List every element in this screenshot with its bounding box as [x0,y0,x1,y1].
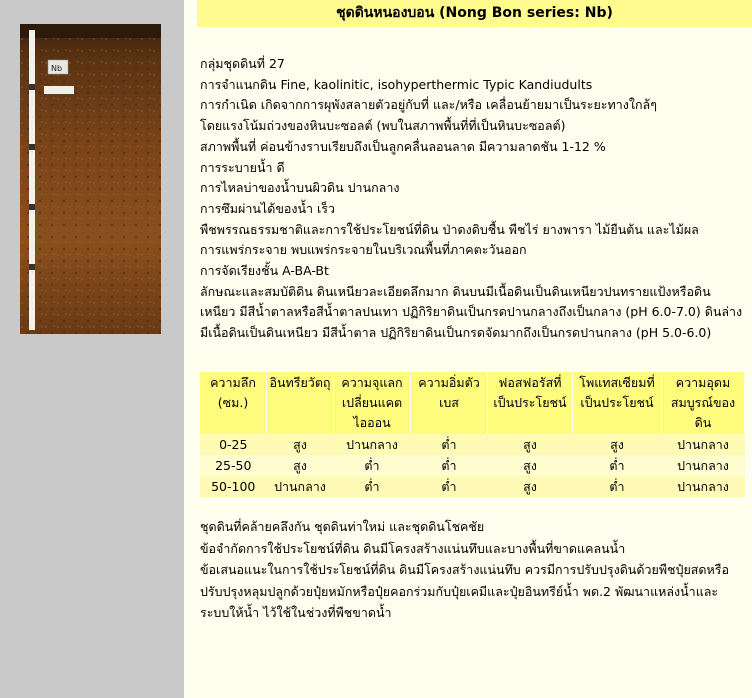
soil-info [200,54,745,344]
cell-phosphorus: สูง [488,476,573,497]
cell-fertility: ปานกลาง [662,455,745,476]
cell-fertility: ปานกลาง [662,476,745,497]
table-header-row [200,372,745,434]
cell-base-saturation: ต่ำ [411,476,488,497]
cell-cec: ต่ำ [334,476,411,497]
soil-profile-image [20,24,161,334]
col-header-fertility: ความอุดมสมบูรณ์ของดิน [662,372,745,434]
col-header-organic-matter: อินทรียวัตถุ [267,372,334,434]
col-header-depth: ความลึก (ซม.) [200,372,267,434]
col-header-cec: ความจุแลกเปลี่ยนแคตไอออน [334,372,411,434]
cell-base-saturation: ต่ำ [411,455,488,476]
photo-tag-label: Nb [51,64,63,73]
cell-phosphorus: สูง [488,455,573,476]
info-line: การระบายน้ำ ดี [200,159,285,175]
cell-base-saturation: ต่ำ [411,434,488,455]
cell-depth: 0-25 [200,434,267,455]
cell-depth: 50-100 [200,476,267,497]
cell-phosphorus: สูง [488,434,573,455]
info-line: การกำเนิด เกิดจากการผุพังสลายตัวอยู่กับที่ และ/หรือ เคลื่อนย้ายมาเป็นระยะทางใกล้ๆ [200,97,657,113]
land-use-recommendations: ข้อเสนอแนะในการใช้ประโยชน์ที่ดิน ดินมีโครงสร้างแน่นทึบ ควรมีการปรับปรุงดินด้วยพืชปุ๋ยสดหรือปรับปรุงหลุมปลูกด้วยปุ๋ยหมักหรือปุ๋ยคอกร่วมกับปุ๋ยเคมีและปุ๋ยอินทรีย์น้ำ พด.2 พัฒนาแหล่งน้ำและระบบให้น้ำ ไว้ใช้ในช่วงที่พืชขาดน้ำ [200,562,730,620]
info-line: การซึมผ่านได้ของน้ำ เร็ว [200,200,336,216]
info-line: การจัดเรียงชั้น A-BA-Bt [200,263,329,279]
info-line: พืชพรรณธรรมชาติและการใช้ประโยชน์ที่ดิน ป่าดงดิบชื้น พืชไร่ ยางพารา ไม้ยืนต้น และไม้ผล [200,221,699,237]
info-line: โดยแรงโน้มถ่วงของหินบะซอลต์ (พบในสภาพพื้นที่ที่เป็นหินบะซอลต์) [200,118,566,134]
soil-profile-photo [20,24,161,334]
soil-characteristics: ลักษณะและสมบัติดิน ดินเหนียวละเอียดลึกมาก ดินบนมีเนื้อดินเป็นดินเหนียวปนทรายแป้งหรือดินเหนียว มีสีน้ำตาลหรือสีน้ำตาลปนเทา ปฏิกิริยาดินเป็นกรดปานกลางถึงเป็นกลาง (pH 6.0-7.0) ดินล่างมีเนื้อดินเป็นดินเหนียว มีสีน้ำตาล ปฏิกิริยาดินเป็นกรดจัดมากถึงเป็นกรดปานกลาง (pH 5.0-6.0) [200,283,743,341]
table-row [200,455,745,476]
soil-recommendations [200,516,745,624]
page-title: ชุดดินหนองบอน (Nong Bon series: Nb) [197,0,752,27]
info-line: การไหลบ่าของน้ำบนผิวดิน ปานกลาง [200,180,400,196]
left-sidebar [0,0,184,698]
info-line: สภาพพื้นที่ ค่อนข้างราบเรียบถึงเป็นลูกคลื่นลอนลาด มีความลาดชัน 1-12 % [200,138,606,154]
info-line: การแพร่กระจาย พบแพร่กระจายในบริเวณพื้นที่ภาคตะวันออก [200,242,527,258]
info-line: การจำแนกดิน Fine, kaolinitic, isohyperthermic Typic Kandiudults [200,76,593,92]
cell-potassium: ต่ำ [573,455,662,476]
cell-depth: 25-50 [200,455,267,476]
cell-potassium: ต่ำ [573,476,662,497]
cell-cec: ปานกลาง [334,434,411,455]
land-use-limitations: ข้อจำกัดการใช้ประโยชน์ที่ดิน ดินมีโครงสร้างแน่นทึบและบางพื้นที่ขาดแคลนน้ำ [200,540,626,556]
col-header-potassium: โพแทสเซียมที่เป็นประโยชน์ [573,372,662,434]
cell-potassium: สูง [573,434,662,455]
info-line: กลุ่มชุดดินที่ 27 [200,56,285,71]
table-row [200,476,745,497]
col-header-base-saturation: ความอิ่มตัวเบส [411,372,488,434]
similar-series: ชุดดินที่คล้ายคลึงกัน ชุดดินท่าใหม่ และชุดดินโชคชัย [200,519,485,534]
table-row [200,434,745,455]
cell-organic-matter: ปานกลาง [267,476,334,497]
main-content [184,0,752,698]
cell-fertility: ปานกลาง [662,434,745,455]
cell-organic-matter: สูง [267,434,334,455]
soil-fertility-table [200,372,745,497]
col-header-phosphorus: ฟอสฟอรัสที่เป็นประโยชน์ [488,372,573,434]
cell-cec: ต่ำ [334,455,411,476]
cell-organic-matter: สูง [267,455,334,476]
